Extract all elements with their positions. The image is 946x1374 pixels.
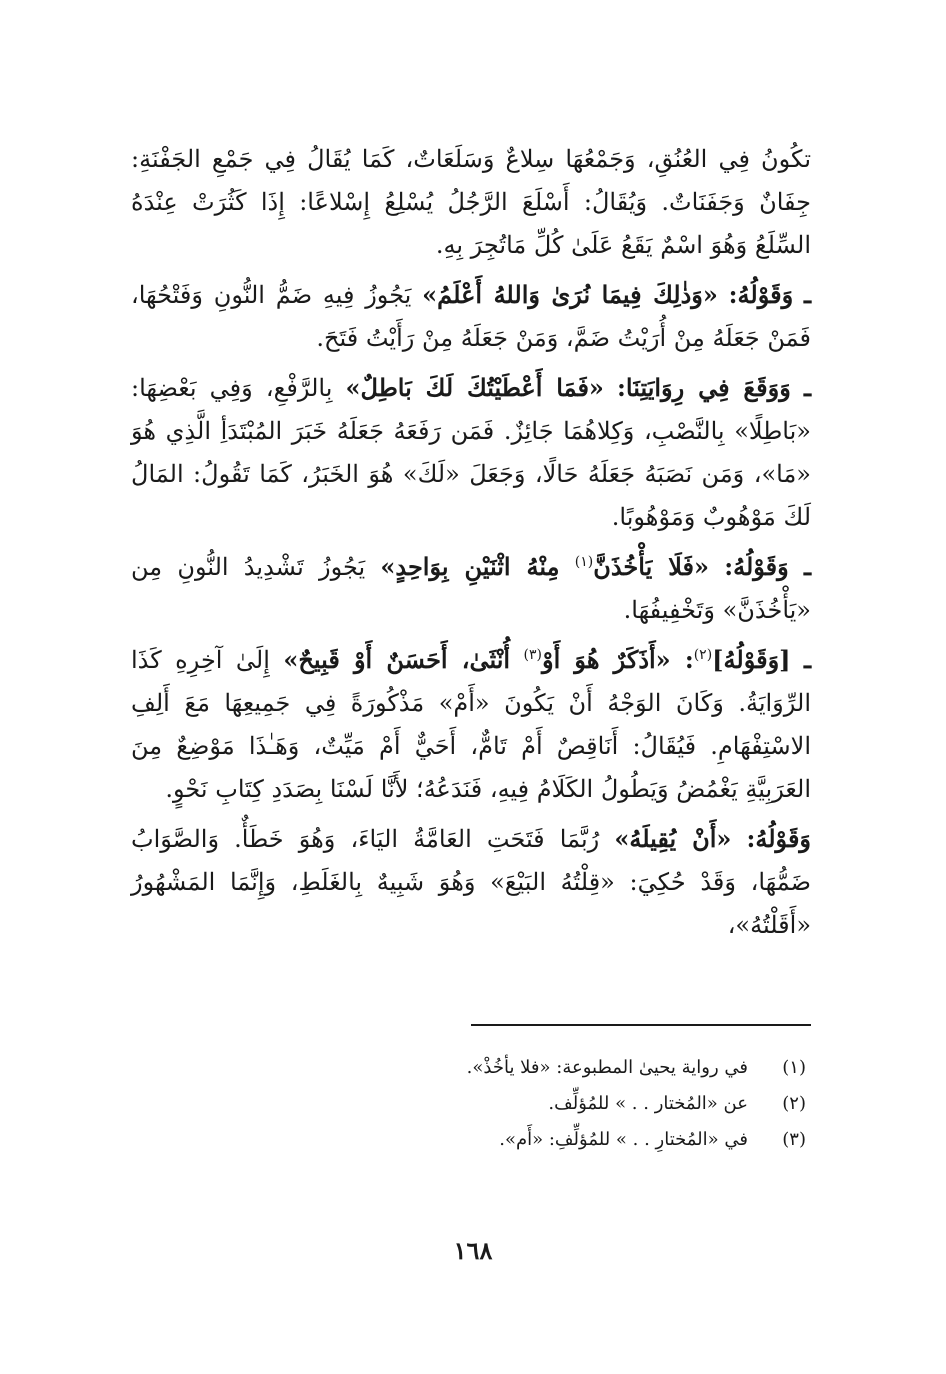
footnote-number: (١) — [782, 1057, 806, 1078]
footnote-number: (٣) — [782, 1129, 806, 1150]
footnote-divider — [471, 1024, 811, 1026]
paragraph-lead: وَقَوْلُهُ: — [746, 824, 811, 853]
paragraph-lead: [وَقَوْلُهُ] — [712, 645, 791, 674]
paragraph-lead: وَوَقَعَ فِي رِوَايَتِنَا: — [617, 373, 791, 402]
paragraph-lead: وَقَوْلُهُ: — [724, 552, 789, 581]
paragraph-1 — [131, 138, 811, 267]
footnote-text: عن «المُختار . . » للمُؤلِّف. — [548, 1093, 748, 1114]
paragraph-2 — [131, 273, 811, 360]
paragraph-text: بِالرَّفْعِ، وَفِي بَعْضِهَا: «بَاطِلًا» بِالنَّصْبِ، وَكِلاهُمَا جَائِزٌ. فَمَن رَفَعَهُ جَعَلَهُ خَبَرَ المُبْتَدَأِ الَّذِي هُوَ «مَا»، وَمَن نَصَبَهُ جَعَلَهُ حَالًا، وَجَعَلَ «لَكَ» هُوَ الخَبَرُ، كَمَا تَقُولُ: المَالُ لَكَ مَوْهُوبٌ وَمَوْهُوبًا. — [131, 374, 811, 531]
page-number: ١٦٨ — [453, 1236, 493, 1265]
main-text-body — [131, 138, 811, 953]
paragraph-5 — [131, 638, 811, 811]
paragraph-text: تكُونُ فِي العُنُقِ، وَجَمْعُهَا سِلاعٌ وَسَلَعَاتٌ، كَمَا يُقَالُ فِي جَمْعِ الجَفْنَةِ: جِفَانٌ وَجَفَنَاتٌ. وَيُقَالُ: أَسْلَعَ الرَّجُلُ يُسْلِعُ إِسْلاعًا: إِذَا كَثُرَتْ عِنْدَهُ السِّلَعُ وَهُوَ اسْمٌ يَقَعُ عَلَىٰ كُلِّ مَاتُجِرَ بِهِ. — [131, 145, 812, 259]
footnote-marker: (١) — [574, 554, 594, 570]
paragraph-dash: ـ — [803, 552, 811, 581]
paragraph-dash: ـ — [803, 645, 812, 674]
quoted-phrase: «فَمَا أَعْطَيْتُكَ لَكَ بَاطِلٌ» — [345, 373, 604, 402]
paragraph-text: رُبَّمَا فَتَحَتِ العَامَّةُ اليَاءَ، وَهُوَ خَطَأٌ. وَالصَّوَابُ ضَمُّهَا، وَقَدْ حُكِيَ: «قِلْتُهُ البَيْعَ» وَهُوَ شَبِيهٌ بِالغَلَطِ، وَإِنَّمَا المَشْهُورُ «أَقَلْتُهُ»، — [131, 825, 811, 939]
footnote-marker: (٢) — [693, 647, 713, 663]
footnote-item — [146, 1050, 806, 1086]
footnotes — [146, 1050, 806, 1158]
footnote-text: في رواية يحيىٰ المطبوعة: «فلا يأخُذْ». — [466, 1057, 748, 1078]
paragraph-4 — [131, 545, 811, 632]
paragraph-lead: وَقَوْلُهُ: — [728, 280, 794, 309]
paragraph-dash: ـ — [803, 280, 811, 309]
quoted-phrase-end: أُنْثَىٰ، أَحَسَنٌ أَوْ قَبِيحٌ» — [283, 645, 511, 674]
quoted-phrase: «فَلَا يَأْخُذَنَّ — [593, 552, 709, 581]
paragraph-text: يَجُوزُ فِيهِ ضَمُّ النُّونِ وَفَتْحُهَا، فَمَنْ جَعَلَهُ مِنْ أُرَيْتُ ضَمَّ، وَمَنْ جَعَلَهُ مِنْ رَأَيْتُ فَتَحَ. — [131, 281, 811, 352]
paragraph-dash: ـ — [803, 373, 811, 402]
footnote-item — [146, 1122, 806, 1158]
quoted-phrase-end: مِنْهُ اثْنَيْنِ بِوَاحِدٍ» — [380, 552, 560, 581]
quoted-phrase: «أَنْ يُقِيلَهُ» — [614, 824, 732, 853]
quoted-phrase: «وَذٰلِكَ فِيمَا نُرَىٰ وَاللهُ أَعْلَمُ» — [422, 280, 718, 309]
quoted-phrase: : «أَذَكَرٌ هُوَ أَوْ — [542, 645, 694, 674]
footnote-text: في «المُختارِ . . » للمُؤلِّفِ: «أَم». — [499, 1129, 748, 1150]
footnote-number: (٢) — [782, 1093, 806, 1114]
footnote-item — [146, 1086, 806, 1122]
paragraph-text: إِلَىٰ آخِرِهِ كَذَا الرِّوَايَةُ. وَكَانَ الوَجْهُ أَنْ يَكُونَ «أَمْ» مَذْكُورَةً فِي جَمِيعِهَا مَعَ أَلِفِ الاسْتِفْهَامِ. فَيُقَالُ: أَنَاقِصٌ أَمْ تَامٌّ، أَحَيٌّ أَمْ مَيِّتٌ، وَهَـٰذَا مَوْضِعٌ مِنَ العَرَبِيَّةِ يَغْمُضُ وَيَطُولُ الكَلَامُ فِيهِ، فَنَدَعُهُ؛ لأَنَّا لَسْنَا بِصَدَدِ كِتَابِ نَحْوٍ. — [131, 646, 811, 803]
footnote-marker: (٣) — [523, 647, 542, 663]
paragraph-3 — [131, 366, 811, 539]
paragraph-6 — [131, 817, 811, 947]
paragraph-text: يَجُوزُ تَشْدِيدُ النُّونِ مِن «يَأْخُذَنَّ» وَتَخْفِيفُهَا. — [131, 553, 811, 624]
